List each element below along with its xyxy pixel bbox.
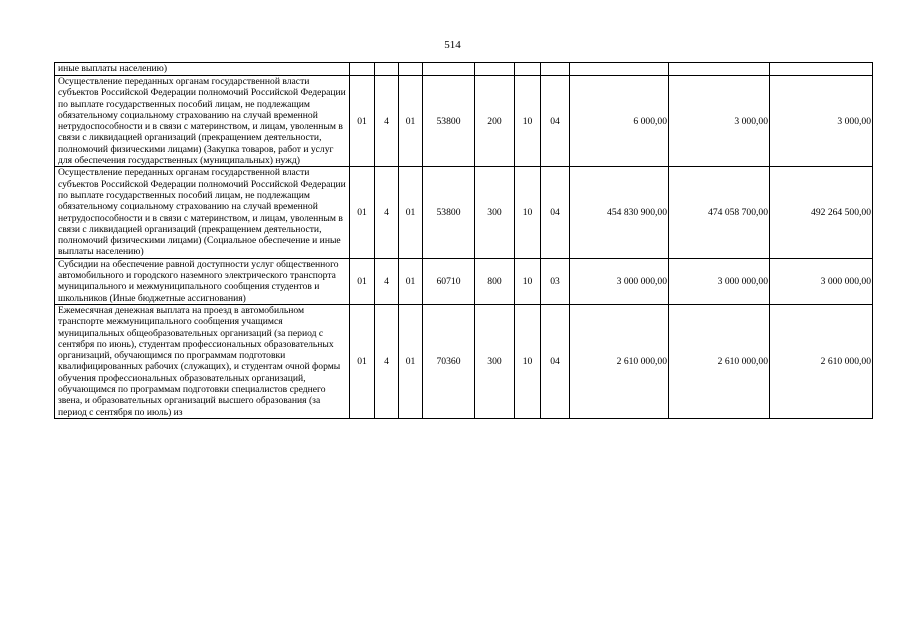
expense-direction-code	[423, 63, 475, 76]
subprogram-code: 4	[375, 167, 399, 258]
table-body	[55, 63, 873, 419]
main-event-code: 01	[399, 304, 423, 418]
amount-year-1: 6 000,00	[570, 76, 669, 167]
amount-year-3: 492 264 500,00	[770, 167, 873, 258]
row-description: Субсидии на обеспечение равной доступности услуг общественного автомобильного и городского наземного электрического транспорта муниципального и межмуниципального сообщения студентов и школьников (Иные бюджетные ассигнования)	[55, 258, 350, 304]
table-row	[55, 76, 873, 167]
subsection-code: 04	[541, 76, 570, 167]
subprogram-code: 4	[375, 258, 399, 304]
page-number: 514	[444, 39, 461, 51]
table-row	[55, 63, 873, 76]
section-code: 10	[515, 258, 541, 304]
program-code: 01	[350, 258, 375, 304]
section-code: 10	[515, 167, 541, 258]
expense-type-code	[475, 63, 515, 76]
amount-year-1: 2 610 000,00	[570, 304, 669, 418]
amount-year-2: 474 058 700,00	[669, 167, 770, 258]
amount-year-2: 3 000 000,00	[669, 258, 770, 304]
main-event-code: 01	[399, 76, 423, 167]
expense-type-code: 200	[475, 76, 515, 167]
expense-type-code: 800	[475, 258, 515, 304]
subsection-code	[541, 63, 570, 76]
amount-year-3: 3 000 000,00	[770, 258, 873, 304]
section-code: 10	[515, 304, 541, 418]
amount-year-1: 3 000 000,00	[570, 258, 669, 304]
amount-year-2: 2 610 000,00	[669, 304, 770, 418]
section-code	[515, 63, 541, 76]
amount-year-3: 3 000,00	[770, 76, 873, 167]
table-row	[55, 258, 873, 304]
subsection-code: 03	[541, 258, 570, 304]
amount-year-2: 3 000,00	[669, 76, 770, 167]
program-code: 01	[350, 304, 375, 418]
table-row	[55, 304, 873, 418]
subsection-code: 04	[541, 167, 570, 258]
section-code: 10	[515, 76, 541, 167]
amount-year-3: 2 610 000,00	[770, 304, 873, 418]
amount-year-2	[669, 63, 770, 76]
budget-table	[54, 62, 873, 419]
expense-direction-code: 70360	[423, 304, 475, 418]
expense-direction-code: 53800	[423, 167, 475, 258]
main-event-code	[399, 63, 423, 76]
subprogram-code: 4	[375, 304, 399, 418]
amount-year-1: 454 830 900,00	[570, 167, 669, 258]
row-description: Ежемесячная денежная выплата на проезд в автомобильном транспорте межмуниципального сообщения учащимся муниципальных общеобразовательных организаций (за период с сентября по июнь), студентам профессиональных образовательных организаций, обучающимся по программам подготовки квалифицированных рабочих (служащих), и студентам очной формы обучения профессиональных образовательных организаций, обучающимся по программам подготовки специалистов среднего звена, и образовательных организаций высшего образования (за период с сентября по июль) из	[55, 304, 350, 418]
program-code	[350, 63, 375, 76]
expense-type-code: 300	[475, 304, 515, 418]
program-code: 01	[350, 167, 375, 258]
program-code: 01	[350, 76, 375, 167]
main-event-code: 01	[399, 167, 423, 258]
subprogram-code	[375, 63, 399, 76]
expense-direction-code: 60710	[423, 258, 475, 304]
subprogram-code: 4	[375, 76, 399, 167]
row-description: Осуществление переданных органам государственной власти субъектов Российской Федерации полномочий Российской Федерации по выплате государственных пособий лицам, не подлежащим обязательному социальному страхованию на случай временной нетрудоспособности и в связи с материнством, и лицам, уволенным в связи с ликвидацией организаций (прекращением деятельности, полномочий физическими лицами) (Закупка товаров, работ и услуг для обеспечения государственных (муниципальных) нужд)	[55, 76, 350, 167]
table-row	[55, 167, 873, 258]
subsection-code: 04	[541, 304, 570, 418]
amount-year-3	[770, 63, 873, 76]
expense-direction-code: 53800	[423, 76, 475, 167]
row-description: Осуществление переданных органам государственной власти субъектов Российской Федерации полномочий Российской Федерации по выплате государственных пособий лицам, не подлежащим обязательному социальному страхованию на случай временной нетрудоспособности и в связи с материнством, и лицам, уволенным в связи с ликвидацией организаций (прекращением деятельности, полномочий физическими лицами) (Социальное обеспечение и иные выплаты населению)	[55, 167, 350, 258]
expense-type-code: 300	[475, 167, 515, 258]
row-description: иные выплаты населению)	[55, 63, 350, 76]
main-event-code: 01	[399, 258, 423, 304]
amount-year-1	[570, 63, 669, 76]
